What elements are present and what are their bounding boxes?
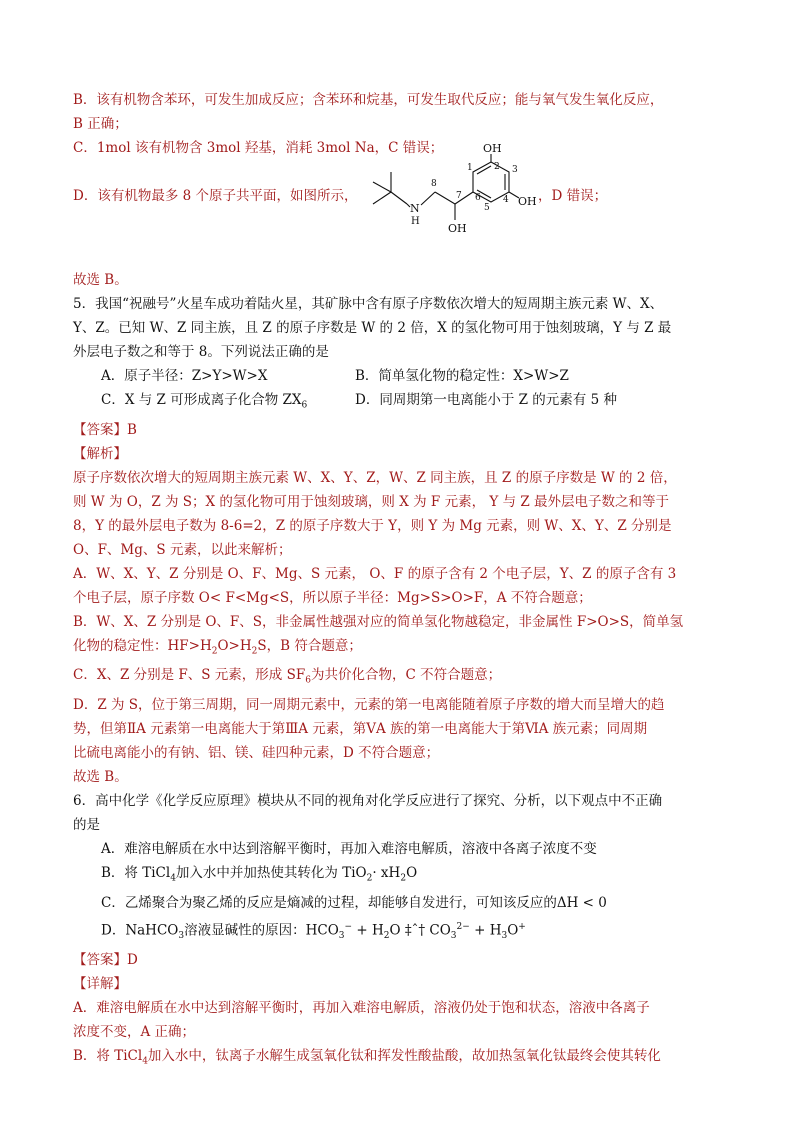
q6-detail-tag: 【详解】 xyxy=(73,975,127,992)
q5-b2-sub: 2 xyxy=(211,646,218,657)
q6-b-post: · xH xyxy=(372,865,401,882)
q5-options-row2 xyxy=(73,388,685,418)
q5-conclusion: 故选 B。 xyxy=(73,769,128,786)
atom-num-6: 6 xyxy=(475,193,481,203)
q6-stem-line2: 的是 xyxy=(73,817,100,834)
q6-d-s4sup: + xyxy=(518,921,526,932)
q4-option-d-conclusion: ，D 错误； xyxy=(538,188,608,204)
q6-d-s3: 3 xyxy=(450,930,457,941)
n-label: N xyxy=(410,202,420,215)
q4-option-b-line1: B．该有机物含苯环，可发生加成反应；含苯环和烷基，可发生取代反应；能与氧气发生氧化反应， xyxy=(73,92,664,108)
q5-b2-mid: O>H xyxy=(217,637,252,654)
q6-d-mid: 溶液显碱性的原因：HCO xyxy=(184,922,339,939)
q6-d-sub: 3 xyxy=(178,930,185,941)
q5-b2-sub2: 2 xyxy=(251,646,258,657)
q5-stem-line1: 5．我国“祝融号”火星车成功着陆火星，其矿脉中含有原子序数依次增大的短周期主族元素 W、X、 xyxy=(73,296,664,312)
q5-analysis-line4: O、F、Mg、S 元素，以此来解析； xyxy=(73,541,292,558)
q5-option-c-text: C．X 与 Z 可形成离子化合物 ZX xyxy=(101,392,302,408)
molecule-structure-figure xyxy=(373,142,543,262)
q5-c-pre: C．X、Z 分别是 F、S 元素，形成 SF xyxy=(73,667,306,684)
q5-analysis-tag: 【解析】 xyxy=(73,445,127,462)
oh-bottom-label: OH xyxy=(448,222,467,235)
q4-conclusion: 故选 B。 xyxy=(73,272,128,288)
q6-db-sub: 4 xyxy=(142,1056,148,1067)
q5-analysis-b-line2 xyxy=(73,634,685,664)
q5-analysis-d-line3: 比硫电离能小的有钠、铝、镁、硅四种元素，D 不符合题意； xyxy=(73,745,440,762)
q5-analysis-d-line2: 势，但第ⅡA 元素第一电离能大于第ⅢA 元素，第ⅤA 族的第一电离能大于第ⅥA 族元素；同周期 xyxy=(73,721,648,738)
q5-analysis-d-line1: D．Z 为 S，位于第三周期，同一周期元素中，元素的第一电离能随着原子序数的增大而呈增大的趋 xyxy=(73,697,665,714)
q6-d-s4: 3 xyxy=(501,930,508,941)
q5-b2-post: S，B 符合题意； xyxy=(257,637,362,654)
q5-options-row1 xyxy=(73,364,685,388)
q6-d-s2: 2 xyxy=(383,930,390,941)
q5-analysis-line3: 8，Y 的最外层电子数为 8-6=2，Z 的原子序数大于 Y，则 Y 为 Mg 元素，则 W、X、Y、Z 分别是 xyxy=(73,517,672,534)
q5-option-a: A．原子半径：Z>Y>W>X xyxy=(101,368,268,384)
q6-d-s1: 3 xyxy=(338,930,345,941)
q4-option-c: C．1mol 该有机物含 3mol 羟基，消耗 3mol Na，C 错误； xyxy=(73,140,444,156)
q6-option-a: A．难溶电解质在水中达到溶解平衡时，再加入难溶电解质，溶液中各离子浓度不变 xyxy=(101,841,597,858)
q6-db-post: 加入水中，钛离子水解生成氢氧化钛和挥发性酸盐酸，故加热氢氧化钛最终会使其转化 xyxy=(147,1047,661,1064)
q6-detail-b-line1 xyxy=(73,1044,685,1074)
exam-page xyxy=(73,88,685,1074)
q6-d-eq4: O xyxy=(507,922,519,939)
q5-option-b: B．简单氢化物的稳定性：X>W>Z xyxy=(355,368,569,384)
q5-stem-line3: 外层电子数之和等于 8。下列说法正确的是 xyxy=(73,344,329,360)
q6-d-s3sup: 2− xyxy=(456,921,470,932)
q5-analysis-a-line1: A．W、X、Y、Z 分别是 O、F、Mg、S 元素， O、F 的原子含有 2 个电子层，Y、Z 的原子含有 3 xyxy=(73,565,677,582)
q5-c-sub: 6 xyxy=(305,676,311,687)
q5-analysis-c xyxy=(73,663,685,693)
atom-num-8: 8 xyxy=(431,179,437,189)
q6-b-end: O xyxy=(406,865,418,882)
q5-analysis-a-line2: 个电子层，原子序数 O< F<Mg<S，所以原子半径：Mg>S>O>F，A 不符合题意； xyxy=(73,589,592,606)
q6-answer: 【答案】D xyxy=(73,951,138,968)
q6-detail-a-line1: A．难溶电解质在水中达到溶解平衡时，再加入难溶电解质，溶液仍处于饱和状态，溶液中各离子 xyxy=(73,999,650,1016)
atom-num-1: 1 xyxy=(467,163,473,173)
atom-num-5: 5 xyxy=(484,203,490,213)
q6-option-c: C．乙烯聚合为聚乙烯的反应是熵减的过程，却能够自发进行，可知该反应的ΔH < 0 xyxy=(101,894,607,911)
q6-option-b xyxy=(73,861,685,891)
q5-option-d: D．同周期第一电离能小于 Z 的元素有 5 种 xyxy=(355,392,617,408)
q5-b2-pre: 化物的稳定性：HF>H xyxy=(73,637,212,654)
q5-c-post: 为共价化合物，C 不符合题意； xyxy=(310,667,502,684)
q5-analysis-line2: 则 W 为 O，Z 为 S；X 的氢化物可用于蚀刻玻璃，则 X 为 F 元素， Y 与 Z 最外层电子数之和等于 xyxy=(73,493,670,510)
q6-stem-line1: 6．高中化学《化学反应原理》模块从不同的视角对化学反应进行了探究、分析，以下观点中不正确 xyxy=(73,793,663,810)
q6-b-sub2: 2 xyxy=(366,873,373,884)
q6-b-mid: 加入水中并加热使其转化为 TiO xyxy=(175,865,367,882)
q5-option-c xyxy=(101,388,355,418)
atom-num-3: 3 xyxy=(512,165,518,175)
q5-stem-line2: Y、Z。已知 W、Z 同主族，且 Z 的原子序数是 W 的 2 倍，X 的氢化物可用于蚀刻玻璃，Y 与 Z 最 xyxy=(73,320,672,336)
q6-option-d xyxy=(73,915,685,948)
oh-top-label: OH xyxy=(483,142,502,155)
atom-num-4: 4 xyxy=(503,195,509,205)
q6-b-sub: 4 xyxy=(170,873,176,884)
q6-d-eq: + H xyxy=(356,922,384,939)
q5-answer: 【答案】B xyxy=(73,421,137,438)
oh-right-label: OH xyxy=(518,195,537,208)
q6-d-s1sup: − xyxy=(344,921,353,932)
h-label: H xyxy=(411,216,420,227)
q4-option-b-line2: B 正确； xyxy=(73,116,128,132)
q6-b-sub3: 2 xyxy=(400,873,407,884)
q5-analysis-line1: 原子序数依次增大的短周期主族元素 W、X、Y、Z，W、Z 同主族，且 Z 的原子序数是 W 的 2 倍， xyxy=(73,469,677,486)
q6-d-pre: D．NaHCO xyxy=(101,922,179,939)
q4-option-d-text: D．该有机物最多 8 个原子共平面，如图所示， xyxy=(73,188,358,204)
q6-detail-a-line2: 浓度不变，A 正确； xyxy=(73,1023,196,1040)
q6-b-pre: B．将 TiCl xyxy=(101,865,171,882)
q5-option-c-sub: 6 xyxy=(301,400,308,411)
atom-num-2: 2 xyxy=(494,162,500,172)
q6-d-eq2: O ‡ˆ† CO xyxy=(389,922,451,939)
q6-db-pre: B．将 TiCl xyxy=(73,1047,143,1064)
q6-d-eq3: + H xyxy=(474,922,502,939)
q5-analysis-b-line1: B．W、X、Z 分别是 O、F、S，非金属性越强对应的简单氢化物越稳定，非金属性 F>O>S，简单氢 xyxy=(73,613,684,630)
atom-num-7: 7 xyxy=(456,191,462,201)
